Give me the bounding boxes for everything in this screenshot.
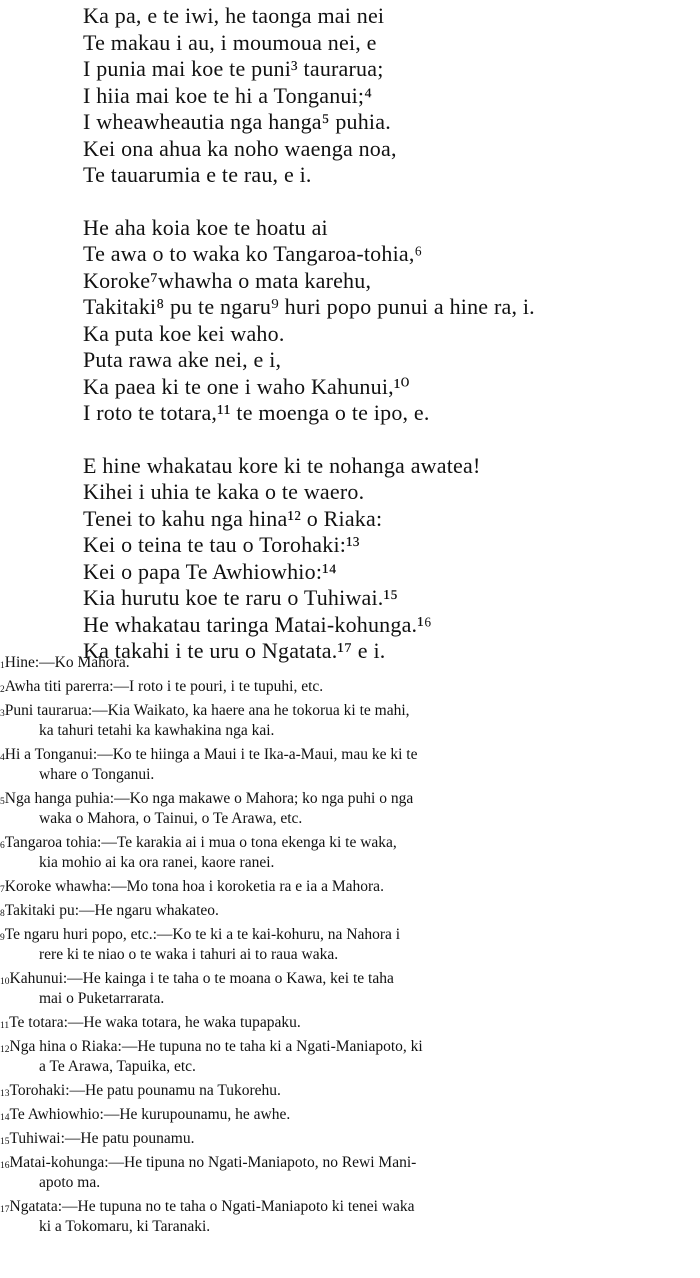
- verse-line: Kia hurutu koe te raru o Tuhiwai.¹⁵: [83, 585, 399, 610]
- footnote-text: kia mohio ai ka ora ranei, kaore ranei.: [39, 854, 275, 871]
- footnote: [0, 925, 700, 965]
- footnote-text: Te Awhiowhio:—He kurupounamu, he awhe.: [9, 1106, 291, 1123]
- footnote-number: 15: [0, 1137, 10, 1147]
- footnote-text: apoto ma.: [39, 1174, 101, 1191]
- footnote-number: 9: [0, 933, 5, 943]
- footnote-number: 11: [0, 1021, 10, 1031]
- footnote-text: Hine:—Ko Mahora.: [4, 654, 130, 671]
- footnote-number: 2: [0, 685, 5, 695]
- footnote-number: 1: [0, 661, 5, 671]
- footnote-number: 14: [0, 1113, 10, 1123]
- footnote-number: 6: [0, 841, 5, 851]
- verse-line: I punia mai koe te puni³ taurarua;: [83, 56, 384, 81]
- footnote-text: Awha titi parerra:—I roto i te pouri, i te tupuhi, etc.: [4, 678, 324, 695]
- footnotes: [0, 653, 700, 1241]
- stanza-3: [83, 453, 700, 665]
- stanza-1: [83, 3, 700, 189]
- footnote: [0, 677, 700, 697]
- footnote-text: waka o Mahora, o Tainui, o Te Arawa, etc.: [39, 810, 303, 827]
- footnote: [0, 833, 700, 873]
- footnote-number: 16: [0, 1161, 10, 1171]
- footnote: [0, 701, 700, 741]
- footnote-number: 7: [0, 885, 5, 895]
- verse-line: Ka puta koe kei waho.: [83, 320, 285, 346]
- footnote-text: Hi a Tonganui:—Ko te hiinga a Maui i te Ika-a-Maui, mau ke ki te: [4, 746, 418, 763]
- footnote-number: 12: [0, 1045, 10, 1055]
- verse-line: Koroke⁷whawha o mata karehu,: [83, 267, 372, 293]
- footnote-number: 10: [0, 977, 10, 987]
- footnote-text: Matai-kohunga:—He tipuna no Ngati-Maniapoto, no Rewi Mani-: [9, 1154, 417, 1171]
- footnote-text: Tuhiwai:—He patu pounamu.: [9, 1130, 195, 1147]
- footnote-text: mai o Puketarrarata.: [39, 990, 165, 1007]
- footnote-text: Puni taurarua:—Kia Waikato, ka haere ana he tokorua ki te mahi,: [4, 702, 410, 719]
- footnote-number: 3: [0, 709, 5, 719]
- footnote-text: Koroke whawha:—Mo tona hoa i koroketia ra e ia a Mahora.: [4, 878, 384, 895]
- footnote: [0, 653, 700, 673]
- verse-line: I hiia mai koe te hi a Tonganui;⁴: [83, 82, 373, 108]
- footnote-text: rere ki te niao o te waka i tahuri ai to raua waka.: [39, 946, 339, 963]
- verse-line: Te makau i au, i moumoua nei, e: [83, 29, 377, 55]
- footnote-text: ka tahuri tetahi ka kawhakina nga kai.: [39, 722, 275, 739]
- verse-line: Takitaki⁸ pu te ngaru⁹ huri popo punui a hine ra, i.: [83, 294, 535, 319]
- footnote-number: 13: [0, 1089, 10, 1099]
- footnote: [0, 877, 700, 897]
- footnote-text: Nga hina o Riaka:—He tupuna no te taha ki a Ngati-Maniapoto, ki: [9, 1038, 423, 1055]
- footnote-text: Tangaroa tohia:—Te karakia ai i mua o tona ekenga ki te waka,: [4, 834, 397, 851]
- footnote-number: 5: [0, 797, 5, 807]
- verse-line: I roto te totara,¹¹ te moenga o te ipo, e.: [83, 400, 430, 425]
- footnote-text: Takitaki pu:—He ngaru whakateo.: [4, 902, 219, 919]
- footnote: [0, 1197, 700, 1237]
- verse-line: Te tauarumia e te rau, e i.: [83, 162, 312, 187]
- footnote-text: Kahunui:—He kainga i te taha o te moana o Kawa, kei te taha: [9, 970, 394, 987]
- verse-line: Kihei i uhia te kaka o te waero.: [83, 479, 365, 504]
- footnote-text: Torohaki:—He patu pounamu na Tukorehu.: [9, 1082, 281, 1099]
- stanza-2: [83, 215, 700, 427]
- footnote: [0, 1013, 700, 1033]
- footnote-text: Te ngaru huri popo, etc.:—Ko te ki a te kai-kohuru, na Nahora i: [4, 926, 401, 943]
- verse-line: Te awa o to waka ko Tangaroa-tohia,⁶: [83, 241, 423, 266]
- verse-line: Kei ona ahua ka noho waenga noa,: [83, 135, 397, 161]
- verse-line: Ka paea ki te one i waho Kahunui,¹⁰: [83, 373, 410, 399]
- poem: [83, 0, 700, 665]
- footnote: [0, 1081, 700, 1101]
- verse-line: I wheawheautia nga hanga⁵ puhia.: [83, 109, 391, 134]
- verse-line: He whakatau taringa Matai-kohunga.¹⁶: [83, 611, 432, 637]
- footnote-number: 17: [0, 1205, 10, 1215]
- footnote-number: 4: [0, 753, 5, 763]
- footnote-text: Nga hanga puhia:—Ko nga makawe o Mahora; ko nga puhi o nga: [4, 790, 414, 807]
- verse-line: He aha koia koe te hoatu ai: [83, 214, 328, 240]
- footnote-number: 8: [0, 909, 5, 919]
- footnote: [0, 901, 700, 921]
- verse-line: Kei o papa Te Awhiowhio:¹⁴: [83, 558, 337, 584]
- footnote: [0, 789, 700, 829]
- footnote-text: Ngatata:—He tupuna no te taha o Ngati-Maniapoto ki tenei waka: [9, 1198, 415, 1215]
- footnote-text: ki a Tokomaru, ki Taranaki.: [39, 1218, 211, 1235]
- footnote: [0, 1037, 700, 1077]
- verse-line: E hine whakatau kore ki te nohanga awatea!: [83, 452, 481, 478]
- footnote: [0, 1153, 700, 1193]
- verse-line: Kei o teina te tau o Torohaki:¹³: [83, 532, 360, 557]
- verse-line: Ka pa, e te iwi, he taonga mai nei: [83, 3, 385, 28]
- footnote: [0, 745, 700, 785]
- verse-line: Puta rawa ake nei, e i,: [83, 347, 282, 372]
- verse-line: Ka takahi i te uru o Ngatata.¹⁷ e i.: [83, 638, 386, 663]
- footnote-text: whare o Tonganui.: [39, 766, 155, 783]
- footnote-text: Te totara:—He waka totara, he waka tupapaku.: [9, 1014, 301, 1031]
- footnote: [0, 969, 700, 1009]
- footnote: [0, 1129, 700, 1149]
- footnote: [0, 1105, 700, 1125]
- verse-line: Tenei to kahu nga hina¹² o Riaka:: [83, 505, 383, 531]
- footnote-text: a Te Arawa, Tapuika, etc.: [39, 1058, 196, 1075]
